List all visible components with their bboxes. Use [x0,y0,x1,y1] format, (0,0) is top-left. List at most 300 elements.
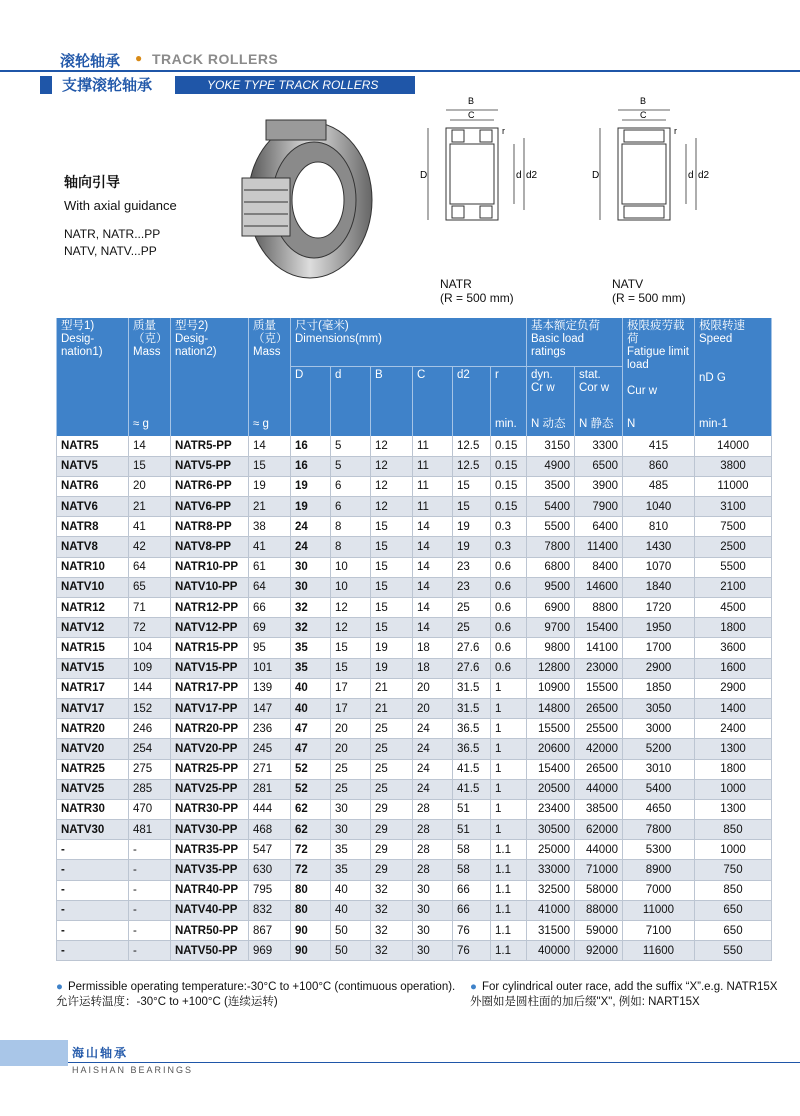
table-cell: 62000 [575,820,623,840]
table-cell: 1430 [623,537,695,557]
table-cell: NATR30-PP [171,799,249,819]
table-cell: NATV5-PP [171,456,249,476]
table-cell: - [57,860,129,880]
table-cell: 444 [249,799,291,819]
table-cell: 50 [331,941,371,961]
col-designation2-en: Desig-nation2) [175,333,217,358]
table-cell: 30 [331,799,371,819]
table-cell: NATV20-PP [171,739,249,759]
table-cell: 15 [249,456,291,476]
table-cell: 8900 [623,860,695,880]
table-cell: 52 [291,779,331,799]
col-dimensions-en: Dimensions(mm) [295,333,382,345]
table-cell: 2500 [695,537,772,557]
table-cell: 20 [331,739,371,759]
table-cell: 32 [291,618,331,638]
table-cell: NATR12-PP [171,598,249,618]
table-cell: NATV6 [57,497,129,517]
section-title-en: YOKE TYPE TRACK ROLLERS [175,76,415,94]
table-cell: - [129,840,171,860]
table-cell: 481 [129,820,171,840]
table-cell: 236 [249,719,291,739]
table-cell: 15 [331,658,371,678]
table-cell: 3900 [575,476,623,496]
table-cell: NATV17 [57,698,129,718]
table-cell: 9500 [527,577,575,597]
spec-table-body [57,436,772,961]
table-cell: 40000 [527,941,575,961]
table-cell: 21 [371,678,413,698]
table-cell: 32500 [527,880,575,900]
table-cell: NATV15 [57,658,129,678]
table-cell: - [129,860,171,880]
table-cell: 32 [291,598,331,618]
table-cell: 58000 [575,880,623,900]
table-cell: 61 [249,557,291,577]
table-cell: 29 [371,820,413,840]
table-cell: 72 [291,860,331,880]
dim-label-d: d [688,170,694,181]
table-cell: 24 [413,779,453,799]
dim-label-d2: d2 [698,170,710,181]
table-cell: 144 [129,678,171,698]
table-cell: 14 [413,557,453,577]
table-cell: 62 [291,820,331,840]
table-cell: 1600 [695,658,772,678]
natr-label: NATR [440,277,472,291]
col-speed-en: Speed [699,333,733,345]
table-cell: 5 [331,456,371,476]
table-cell: 2900 [623,658,695,678]
table-cell: 1 [491,719,527,739]
table-cell: 104 [129,638,171,658]
note-suffix [470,980,777,1010]
note-temperature-zh: 允许运转温度：-30°C to +100°C (连续运转) [56,996,278,1008]
table-cell: 44000 [575,779,623,799]
table-cell: 14800 [527,698,575,718]
footer-logo-en: HAISHAN BEARINGS [72,1065,194,1075]
col-speed-zh: 极限转速 [699,320,745,332]
dim-label-d2: d2 [526,170,538,181]
table-cell: 14 [413,517,453,537]
table-cell: 14 [413,537,453,557]
table-cell: 0.15 [491,497,527,517]
table-cell: 69 [249,618,291,638]
table-cell: 850 [695,880,772,900]
table-cell: 468 [249,820,291,840]
table-cell: 0.15 [491,476,527,496]
table-cell: NATV35-PP [171,860,249,880]
section-marker [40,76,52,94]
table-cell: 246 [129,719,171,739]
table-cell: 0.6 [491,557,527,577]
header-separator-dot: ● [135,51,143,65]
table-cell: NATV6-PP [171,497,249,517]
table-cell: NATR17-PP [171,678,249,698]
table-cell: 4500 [695,598,772,618]
intro-block [64,172,177,213]
table-row [57,537,772,557]
table-row [57,678,772,698]
col-fatigue-unit: N [623,416,695,436]
table-row [57,436,772,456]
model-list [64,226,160,260]
table-cell: 20 [331,719,371,739]
table-row [57,840,772,860]
col-fatigue-en: Fatigue limit load [627,346,689,371]
table-cell: 80 [291,880,331,900]
table-cell: 40 [331,880,371,900]
col-speed-symbol: nD G [699,372,726,384]
table-cell: 1950 [623,618,695,638]
table-cell: NATV8 [57,537,129,557]
table-cell: 24 [291,537,331,557]
table-cell: 1040 [623,497,695,517]
table-cell: 76 [453,921,491,941]
table-cell: 92000 [575,941,623,961]
table-cell: 25 [331,779,371,799]
table-cell: 14 [129,436,171,456]
col-load-en: Basic load ratings [531,333,585,358]
col-mass1-zh: 质量（克） [133,320,168,345]
table-cell: 550 [695,941,772,961]
table-cell: 1.1 [491,941,527,961]
table-cell: 24 [413,719,453,739]
table-cell: 850 [695,820,772,840]
table-cell: 3010 [623,759,695,779]
table-cell: 32 [371,900,413,920]
natr-radius-note: (R = 500 mm) [440,291,514,305]
table-cell: NATR17 [57,678,129,698]
table-cell: 109 [129,658,171,678]
table-cell: 19 [453,517,491,537]
table-cell: 42 [129,537,171,557]
table-cell: 101 [249,658,291,678]
col-d2: d2 [453,366,491,416]
table-cell: 26500 [575,698,623,718]
table-cell: 29 [371,840,413,860]
table-cell: 30 [413,921,453,941]
col-speed-unit: min-1 [695,416,772,436]
table-row [57,698,772,718]
table-cell: NATR8 [57,517,129,537]
table-cell: 4900 [527,456,575,476]
col-designation2-zh: 型号2) [175,320,209,332]
table-cell: 867 [249,921,291,941]
table-cell: - [57,921,129,941]
table-cell: 750 [695,860,772,880]
table-cell: NATR15-PP [171,638,249,658]
table-cell: 147 [249,698,291,718]
table-cell: 832 [249,900,291,920]
table-cell: 5300 [623,840,695,860]
page-header [0,0,800,72]
table-cell: 0.3 [491,517,527,537]
col-d: d [331,366,371,416]
col-dyn-unit: N [531,418,540,430]
table-cell: 11 [413,476,453,496]
table-cell: 8400 [575,557,623,577]
table-cell: 15 [371,517,413,537]
note-temperature-en: Permissible operating temperature:-30°C to +100°C (contimuous operation). [67,981,456,993]
table-cell: 0.3 [491,537,527,557]
table-cell: NATV10 [57,577,129,597]
table-cell: 3050 [623,698,695,718]
table-cell: 36.5 [453,719,491,739]
table-cell: NATV50-PP [171,941,249,961]
table-cell: 2400 [695,719,772,739]
table-row [57,658,772,678]
table-cell: 860 [623,456,695,476]
col-B: B [371,366,413,416]
spec-table [56,318,772,961]
table-cell: 72 [291,840,331,860]
table-cell: 25 [371,719,413,739]
table-cell: 23400 [527,799,575,819]
table-cell: NATR20 [57,719,129,739]
table-cell: 6500 [575,456,623,476]
table-cell: 30 [291,557,331,577]
table-cell: 275 [129,759,171,779]
table-cell: 285 [129,779,171,799]
table-cell: NATR30 [57,799,129,819]
table-cell: 3500 [527,476,575,496]
table-cell: 12.5 [453,456,491,476]
header-title-zh: 滚轮轴承 [60,53,121,70]
table-cell: 1.1 [491,880,527,900]
footer-rule [68,1062,800,1063]
table-cell: 44000 [575,840,623,860]
table-cell: 3150 [527,436,575,456]
bearing-illustration [232,108,382,283]
table-cell: 14100 [575,638,623,658]
intro-title-en: With axial guidance [64,198,177,213]
table-cell: - [57,900,129,920]
table-cell: 27.6 [453,638,491,658]
dim-label-c: C [640,110,647,120]
table-cell: 16 [291,456,331,476]
table-cell: 25 [371,779,413,799]
table-cell: - [129,880,171,900]
table-cell: 30 [413,941,453,961]
table-cell: 1.1 [491,860,527,880]
table-cell: 15 [453,476,491,496]
col-r-unit: min. [491,416,527,436]
natr-drawing [418,92,548,232]
table-cell: 25 [331,759,371,779]
table-cell: 90 [291,941,331,961]
table-cell: 15500 [575,678,623,698]
table-cell: 795 [249,880,291,900]
col-designation1-zh: 型号1) [61,320,95,332]
table-cell: 0.6 [491,598,527,618]
table-row [57,820,772,840]
table-cell: 28 [413,840,453,860]
table-cell: NATR5 [57,436,129,456]
table-cell: 11400 [575,537,623,557]
table-cell: 12 [331,618,371,638]
table-row [57,476,772,496]
table-cell: 19 [249,476,291,496]
table-cell: 1.1 [491,921,527,941]
col-stat-unit: N [579,418,588,430]
bullet-icon: ● [56,981,63,993]
table-cell: 5500 [695,557,772,577]
table-cell: 30 [291,577,331,597]
table-row [57,779,772,799]
table-cell: NATV30-PP [171,820,249,840]
table-cell: 64 [129,557,171,577]
table-cell: 30500 [527,820,575,840]
table-cell: 71 [129,598,171,618]
table-cell: 1720 [623,598,695,618]
table-cell: 62 [291,799,331,819]
table-cell: NATR25 [57,759,129,779]
table-cell: 18 [413,638,453,658]
intro-title-zh: 轴向引导 [64,174,120,190]
table-cell: 24 [413,759,453,779]
table-row [57,719,772,739]
table-cell: 15 [331,638,371,658]
table-cell: 15400 [527,759,575,779]
section-title-zh: 支撑滚轮轴承 [62,77,153,94]
dim-label-b: B [468,96,475,106]
table-cell: NATR35-PP [171,840,249,860]
table-cell: 14 [413,598,453,618]
table-cell: NATV5 [57,456,129,476]
table-cell: NATR8-PP [171,517,249,537]
table-cell: 15400 [575,618,623,638]
table-cell: 18 [413,658,453,678]
table-cell: 1070 [623,557,695,577]
table-cell: 20600 [527,739,575,759]
table-cell: 12.5 [453,436,491,456]
table-cell: 1800 [695,618,772,638]
table-cell: 25 [453,618,491,638]
table-cell: NATV30 [57,820,129,840]
table-cell: 3000 [623,719,695,739]
table-cell: 31.5 [453,678,491,698]
table-cell: 1840 [623,577,695,597]
table-row [57,577,772,597]
table-row [57,517,772,537]
table-cell: 65 [129,577,171,597]
table-row [57,860,772,880]
table-cell: 17 [331,678,371,698]
table-cell: NATV12 [57,618,129,638]
note-temperature [56,980,455,1010]
table-cell: 10 [331,557,371,577]
table-cell: NATR15 [57,638,129,658]
table-cell: 15 [453,497,491,517]
table-cell: 47 [291,739,331,759]
table-cell: 14000 [695,436,772,456]
table-cell: 7000 [623,880,695,900]
table-cell: 14600 [575,577,623,597]
table-cell: 7100 [623,921,695,941]
table-cell: 470 [129,799,171,819]
table-cell: 41.5 [453,759,491,779]
table-cell: 52 [291,759,331,779]
table-cell: 12 [331,598,371,618]
table-cell: 50 [331,921,371,941]
table-cell: 14 [413,577,453,597]
col-dyn: dyn. [531,368,553,381]
col-mass2-unit: ≈ g [249,416,291,436]
table-cell: NATR5-PP [171,436,249,456]
table-cell: 20 [129,476,171,496]
table-cell: NATR50-PP [171,921,249,941]
table-cell: NATV40-PP [171,900,249,920]
table-cell: 66 [249,598,291,618]
table-cell: - [129,900,171,920]
table-cell: NATV20 [57,739,129,759]
table-cell: 14 [249,436,291,456]
table-row [57,759,772,779]
dim-label-r: r [674,126,677,136]
table-cell: 1 [491,678,527,698]
table-cell: 1300 [695,739,772,759]
natv-radius-note: (R = 500 mm) [612,291,686,305]
table-cell: 66 [453,880,491,900]
table-cell: 12 [371,456,413,476]
table-cell: 40 [291,678,331,698]
table-cell: 15 [371,537,413,557]
table-cell: 15 [371,598,413,618]
table-cell: - [57,840,129,860]
table-cell: 59000 [575,921,623,941]
table-cell: 23 [453,557,491,577]
table-cell: 20 [413,698,453,718]
table-cell: 51 [453,820,491,840]
model-list-line: NATR, NATR...PP [64,227,161,241]
table-cell: NATV10-PP [171,577,249,597]
table-cell: 41 [129,517,171,537]
table-row [57,456,772,476]
table-cell: 21 [129,497,171,517]
table-cell: 35 [331,840,371,860]
table-cell: 5400 [527,497,575,517]
table-cell: 30 [413,880,453,900]
table-cell: 35 [291,658,331,678]
table-cell: 25 [453,598,491,618]
table-cell: 3300 [575,436,623,456]
note-suffix-en: For cylindrical outer race, add the suffix “X”.e.g. NATR15X [481,981,778,993]
table-cell: 3600 [695,638,772,658]
col-r: r [491,366,527,416]
col-mass1-unit: ≈ g [129,416,171,436]
table-cell: 6 [331,476,371,496]
table-cell: 0.15 [491,456,527,476]
table-cell: 8 [331,517,371,537]
table-cell: 2900 [695,678,772,698]
table-cell: 7900 [575,497,623,517]
table-cell: NATV25-PP [171,779,249,799]
table-cell: NATV8-PP [171,537,249,557]
table-cell: NATV12-PP [171,618,249,638]
dim-label-d: d [516,170,522,181]
table-cell: 969 [249,941,291,961]
table-cell: 650 [695,900,772,920]
table-cell: - [57,941,129,961]
table-cell: 2100 [695,577,772,597]
table-cell: 15500 [527,719,575,739]
col-stat: stat. [579,368,601,381]
table-row [57,638,772,658]
table-cell: 90 [291,921,331,941]
table-cell: 1400 [695,698,772,718]
table-cell: 6800 [527,557,575,577]
